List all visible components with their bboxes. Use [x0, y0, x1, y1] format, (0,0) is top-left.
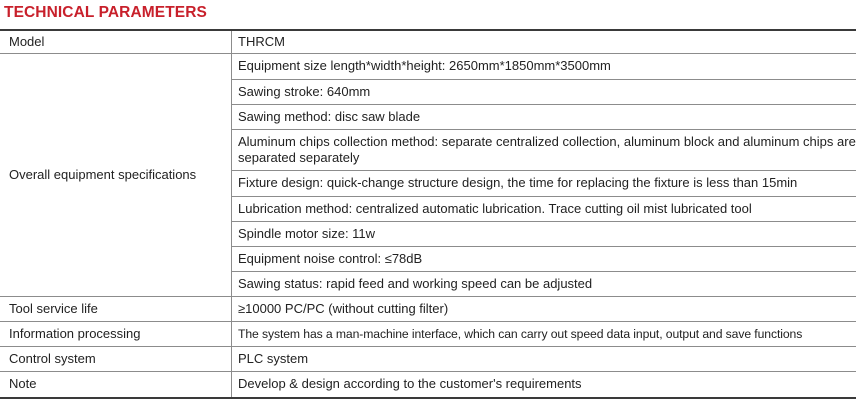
spec-fixture-design: Fixture design: quick-change structure design, the time for replacing the fixture is less than 15min	[232, 170, 857, 196]
table-row	[0, 321, 856, 346]
spec-equipment-size: Equipment size length*width*height: 2650mm*1850mm*3500mm	[232, 53, 857, 79]
spec-sawing-status: Sawing status: rapid feed and working speed can be adjusted	[232, 271, 857, 296]
row-label-note: Note	[0, 371, 232, 398]
spec-table	[0, 29, 856, 399]
table-row	[0, 53, 856, 79]
spec-chips-collection: Aluminum chips collection method: separate centralized collection, aluminum block and aluminum chips are separated separately	[232, 129, 857, 170]
row-value-note: Develop & design according to the customer's requirements	[232, 371, 857, 398]
page-title: TECHNICAL PARAMETERS	[4, 4, 207, 21]
row-value-info-processing: The system has a man-machine interface, which can carry out speed data input, output and save functions	[232, 321, 857, 346]
table-row	[0, 346, 856, 371]
row-label-control-system: Control system	[0, 346, 232, 371]
table-row	[0, 30, 856, 53]
row-value-tool-life: ≥10000 PC/PC (without cutting filter)	[232, 296, 857, 321]
table-row	[0, 296, 856, 321]
row-value-control-system: PLC system	[232, 346, 857, 371]
table-row	[0, 371, 856, 398]
row-value-model: THRCM	[232, 30, 857, 53]
spec-sawing-method: Sawing method: disc saw blade	[232, 104, 857, 129]
spec-lubrication: Lubrication method: centralized automatic lubrication. Trace cutting oil mist lubricated tool	[232, 196, 857, 221]
spec-noise-control: Equipment noise control: ≤78dB	[232, 246, 857, 271]
row-label-tool-life: Tool service life	[0, 296, 232, 321]
spec-spindle-motor: Spindle motor size: 11w	[232, 221, 857, 246]
spec-sawing-stroke: Sawing stroke: 640mm	[232, 79, 857, 104]
row-label-info-processing: Information processing	[0, 321, 232, 346]
row-label-model: Model	[0, 30, 232, 53]
row-label-overall-specs: Overall equipment specifications	[0, 53, 232, 296]
